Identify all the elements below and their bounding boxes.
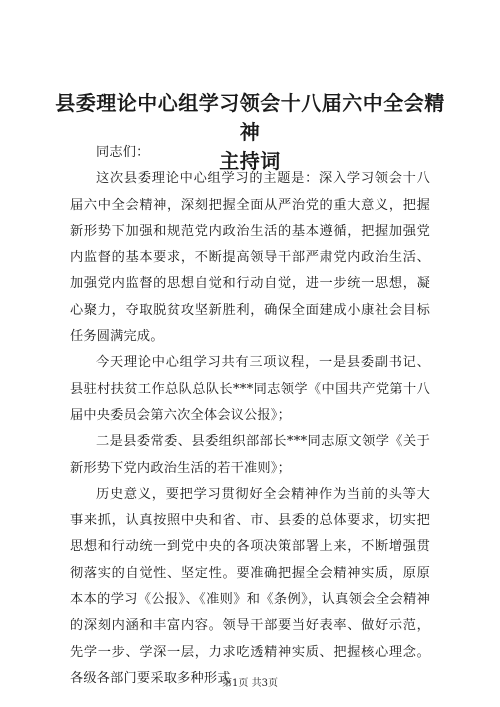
document-body bbox=[70, 140, 430, 692]
title-line-1: 县委理论中心组学习领会十八届六中全会精神 bbox=[55, 91, 445, 144]
paragraph-agenda: 今天理论中心组学习共有三项议程，一是县委副书记、县驻村扶贫工作总队总队长***同志领学《中国共产党第十八届中央委员会第六次全体会议公报》； bbox=[70, 355, 430, 423]
paragraph-agenda-two: 二是县委常委、县委组织部部长***同志原文领学《关于新形势下党内政治生活的若干准则》； bbox=[70, 434, 430, 476]
title-line-2: 主持词 bbox=[219, 149, 281, 173]
paragraph-theme: 这次县委理论中心组学习的主题是：深入学习领会十八届六中全会精神，深刻把握全面从严治党的重大意义，把握新形势下加强和规范党内政治生活的基本遵循，把握加强党内监督的基本要求，不断提高领导干部严肃党内政治生活、加强党内监督的思想自觉和行动自觉，进一步统一思想，凝心聚力，夺取脱贫攻坚新胜利，确保全面建成小康社会目标任务圆满完成。 bbox=[70, 171, 430, 345]
page-number-footer: 第1页 共3页 bbox=[222, 678, 278, 689]
salutation: 同志们： bbox=[96, 145, 150, 160]
paragraph-significance: 历史意义，要把学习贯彻好全会精神作为当前的头等大事来抓，认真按照中央和省、市、县委的总体要求，切实把思想和行动统一到党中央的各项决策部署上来，不断增强贯彻落实的自觉性、坚定性。要准确把握全会精神实质，原原本本的学习《公报》、《准则》和《条例》，认真领会全会精神的深刻内涵和丰富内容。领导干部要当好表率、做好示范，先学一步、学深一层，力求吃透精神实质、把握核心理念。各级各部门要采取多种形式 bbox=[70, 486, 430, 686]
